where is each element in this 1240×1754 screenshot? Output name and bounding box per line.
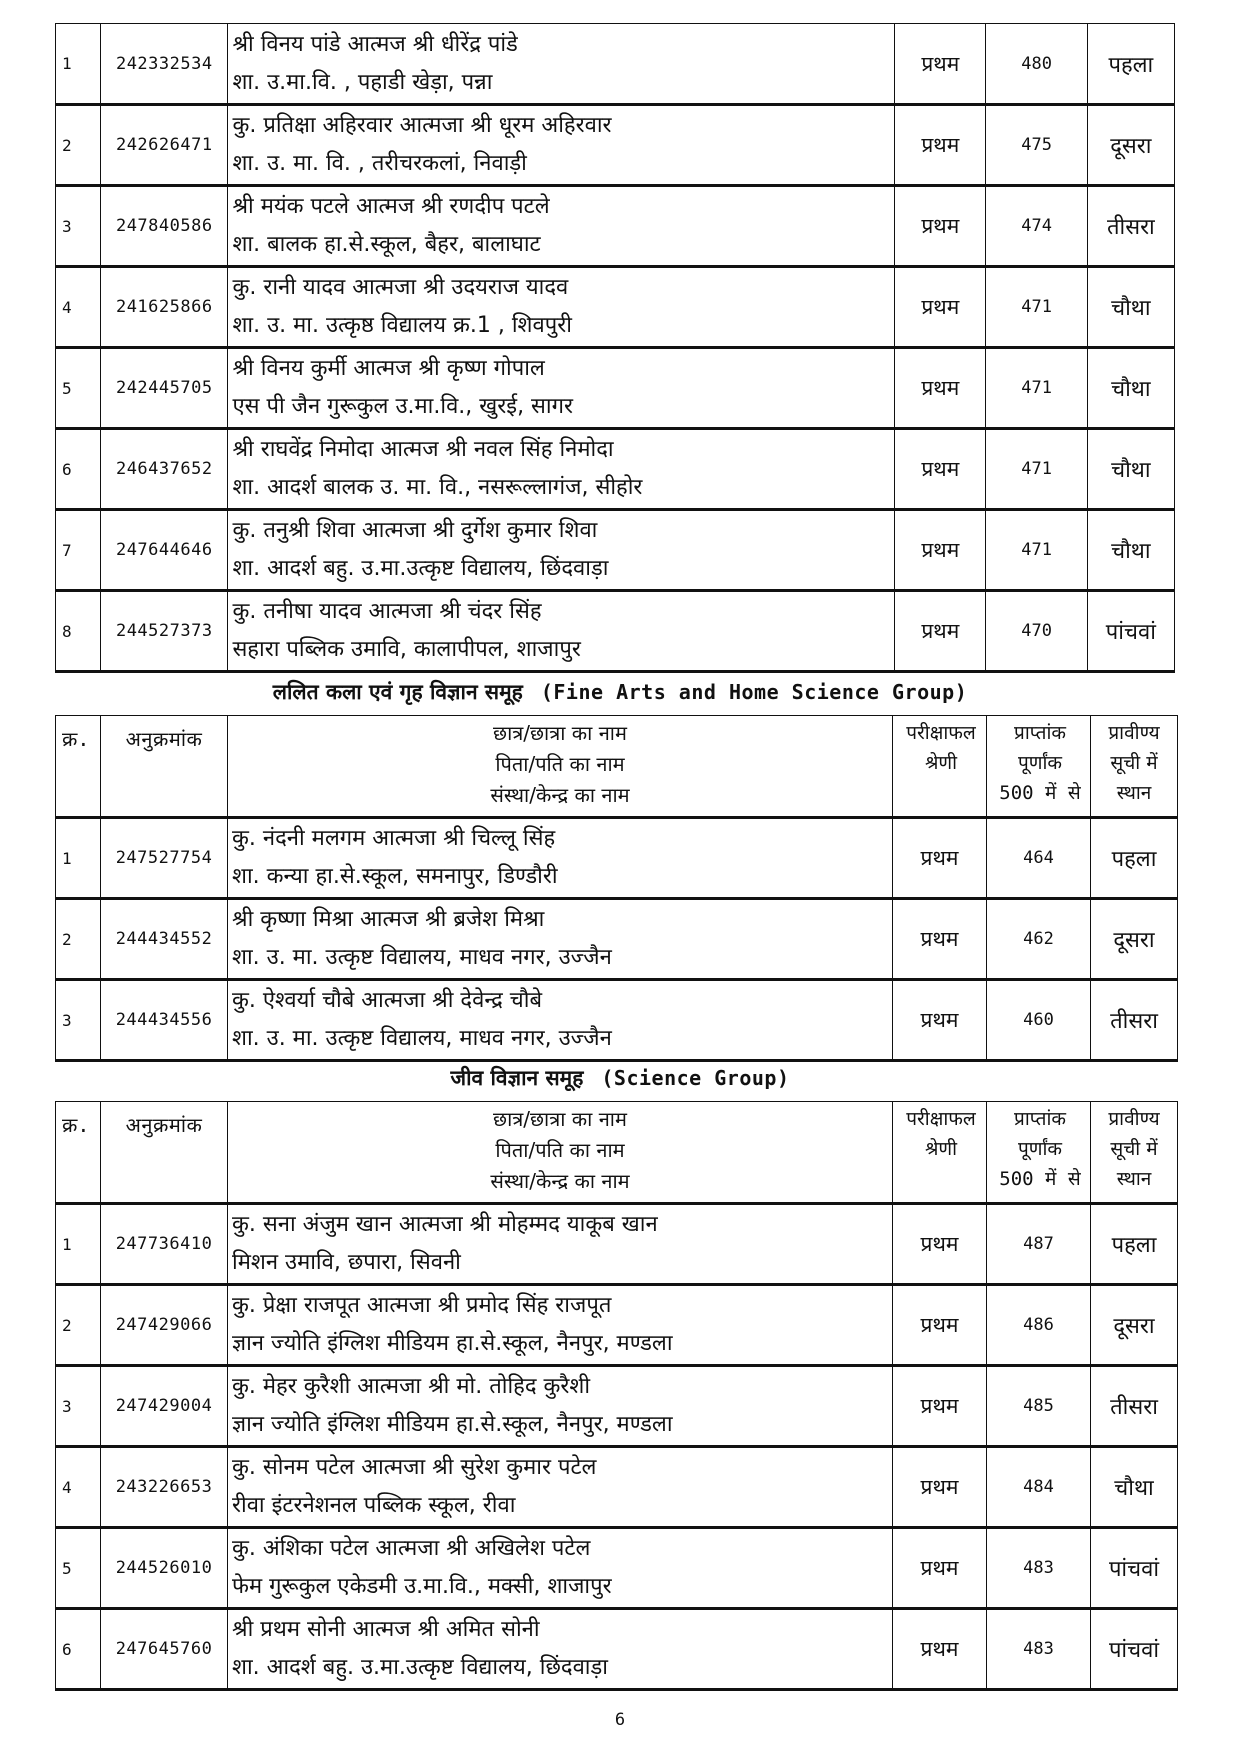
- student-name: कु. मेहर कुरैशी आत्मजा श्री मो. तोहिद कुरैशी: [232, 1374, 591, 1399]
- roll-number: 247645760: [101, 1609, 228, 1690]
- table-row: [56, 1204, 1178, 1285]
- merit-rank: पहला: [1091, 818, 1178, 899]
- student-details: [228, 591, 895, 672]
- header-sr: क्र.: [56, 716, 101, 818]
- student-name: श्री प्रथम सोनी आत्मज श्री अमित सोनी: [232, 1617, 540, 1642]
- merit-rank: दूसरा: [1091, 899, 1178, 980]
- result-division: प्रथम: [895, 591, 986, 672]
- student-name: श्री राघवेंद्र निमोदा आत्मज श्री नवल सिंह निमोदा: [232, 437, 614, 462]
- result-division: प्रथम: [895, 24, 986, 105]
- header-marks-line3: 500 में से: [999, 782, 1081, 804]
- header-division: [893, 1102, 987, 1204]
- student-name: श्री कृष्णा मिश्रा आत्मज श्री ब्रजेश मिश्रा: [232, 907, 545, 932]
- table-row: [56, 105, 1175, 186]
- header-rank-line1: प्रावीण्य: [1108, 722, 1160, 744]
- merit-rank: तीसरा: [1087, 186, 1174, 267]
- school-name: शा. उ.मा.वि. , पहाडी खेड़ा, पन्ना: [232, 69, 493, 95]
- result-division: प्रथम: [895, 267, 986, 348]
- merit-rank: चौथा: [1091, 1447, 1178, 1528]
- serial-number: 6: [56, 429, 101, 510]
- section-title-fine-arts: [0, 678, 1240, 706]
- serial-number: 6: [56, 1609, 101, 1690]
- merit-rank: चौथा: [1087, 348, 1174, 429]
- result-division: प्रथम: [893, 1204, 987, 1285]
- header-marks-line3: 500 में से: [999, 1168, 1081, 1190]
- serial-number: 1: [56, 818, 101, 899]
- merit-rank: दूसरा: [1087, 105, 1174, 186]
- result-division: प्रथम: [895, 348, 986, 429]
- table-row: [56, 1366, 1178, 1447]
- table-row: [56, 429, 1175, 510]
- roll-number: 247736410: [101, 1204, 228, 1285]
- roll-number: 247527754: [101, 818, 228, 899]
- school-name: ज्ञान ज्योति इंग्लिश मीडियम हा.से.स्कूल, नैनपुर, मण्डला: [232, 1331, 673, 1356]
- merit-rank: पांचवां: [1087, 591, 1174, 672]
- result-division: प्रथम: [893, 1447, 987, 1528]
- header-marks-line2: पूर्णांक: [1017, 1138, 1063, 1160]
- result-division: प्रथम: [893, 899, 987, 980]
- header-name-line3: संस्था/केन्द्र का नाम: [490, 1169, 630, 1193]
- result-division: प्रथम: [895, 186, 986, 267]
- header-marks-line1: प्राप्तांक: [1014, 722, 1066, 744]
- roll-number: 247429066: [101, 1285, 228, 1366]
- result-division: प्रथम: [895, 105, 986, 186]
- header-rank-line2: सूची में: [1110, 1138, 1158, 1160]
- student-details: [228, 818, 893, 899]
- header-rank: [1091, 1102, 1178, 1204]
- school-name: शा. आदर्श बहु. उ.मा.उत्कृष्ट विद्यालय, छिंदवाड़ा: [232, 556, 609, 581]
- roll-number: 242445705: [101, 348, 228, 429]
- marks-obtained: 471: [986, 348, 1087, 429]
- roll-number: 246437652: [101, 429, 228, 510]
- student-details: [228, 1285, 893, 1366]
- serial-number: 5: [56, 348, 101, 429]
- header-name-line2: पिता/पति का नाम: [495, 1138, 625, 1162]
- header-name: [228, 716, 893, 818]
- section-title-science: [0, 1064, 1240, 1092]
- school-name: शा. उ. मा. उत्कृष्ठ विद्यालय क्र.1 , शिवपुरी: [232, 313, 572, 338]
- section-title-fine-arts-en: (Fine Arts and Home Science Group): [540, 680, 968, 704]
- serial-number: 2: [56, 1285, 101, 1366]
- student-name: श्री विनय पांडे आत्मज श्री धीरेंद्र पांडे: [232, 31, 518, 57]
- student-details: [228, 24, 895, 105]
- header-marks: [987, 716, 1091, 818]
- table-row: [56, 510, 1175, 591]
- student-details: [228, 510, 895, 591]
- marks-obtained: 474: [986, 186, 1087, 267]
- marks-obtained: 471: [986, 429, 1087, 510]
- marks-obtained: 484: [987, 1447, 1091, 1528]
- roll-number: 244526010: [101, 1528, 228, 1609]
- student-name: कु. नंदनी मलगम आत्मजा श्री चिल्लू सिंह: [232, 826, 556, 851]
- marks-obtained: 483: [987, 1528, 1091, 1609]
- header-roll: अनुक्रमांक: [101, 716, 228, 818]
- table-row: [56, 267, 1175, 348]
- student-name: कु. रानी यादव आत्मजा श्री उदयराज यादव: [232, 275, 569, 300]
- serial-number: 3: [56, 980, 101, 1061]
- result-division: प्रथम: [893, 1366, 987, 1447]
- school-name: शा. उ. मा. वि. , तरीचरकलां, निवाड़ी: [232, 151, 527, 176]
- marks-obtained: 485: [987, 1366, 1091, 1447]
- result-division: प्रथम: [895, 429, 986, 510]
- merit-rank: चौथा: [1087, 267, 1174, 348]
- student-details: [228, 267, 895, 348]
- marks-obtained: 483: [987, 1609, 1091, 1690]
- student-name: कु. ऐश्वर्या चौबे आत्मजा श्री देवेन्द्र चौबे: [232, 988, 543, 1013]
- serial-number: 1: [56, 1204, 101, 1285]
- marks-obtained: 486: [987, 1285, 1091, 1366]
- student-name: कु. तनुश्री शिवा आत्मजा श्री दुर्गेश कुमार शिवा: [232, 518, 598, 543]
- school-name: शा. उ. मा. उत्कृष्ट विद्यालय, माधव नगर, उज्जैन: [232, 1026, 612, 1051]
- merit-rank: पांचवां: [1091, 1528, 1178, 1609]
- merit-rank: पहला: [1087, 24, 1174, 105]
- student-details: [228, 1609, 893, 1690]
- marks-obtained: 480: [986, 24, 1087, 105]
- school-name: शा. आदर्श बालक उ. मा. वि., नसरूल्लागंज, सीहोर: [232, 475, 643, 500]
- marks-obtained: 464: [987, 818, 1091, 899]
- table-row: [56, 980, 1178, 1061]
- roll-number: 247840586: [101, 186, 228, 267]
- merit-rank: तीसरा: [1091, 1366, 1178, 1447]
- serial-number: 3: [56, 186, 101, 267]
- student-name: कु. तनीषा यादव आत्मजा श्री चंदर सिंह: [232, 599, 542, 624]
- serial-number: 2: [56, 105, 101, 186]
- school-name: मिशन उमावि, छपारा, सिवनी: [232, 1250, 461, 1275]
- serial-number: 7: [56, 510, 101, 591]
- header-division-line2: श्रेणी: [924, 1138, 958, 1160]
- merit-rank: पांचवां: [1091, 1609, 1178, 1690]
- section-title-science-hi: जीव विज्ञान समूह: [450, 1066, 584, 1090]
- student-details: [228, 186, 895, 267]
- student-name: कु. प्रेक्षा राजपूत आत्मजा श्री प्रमोद सिंह राजपूत: [232, 1293, 612, 1318]
- header-marks: [987, 1102, 1091, 1204]
- table-row: [56, 899, 1178, 980]
- student-details: [228, 1447, 893, 1528]
- table-row: [56, 1447, 1178, 1528]
- roll-number: 244434552: [101, 899, 228, 980]
- student-details: [228, 348, 895, 429]
- school-name: रीवा इंटरनेशनल पब्लिक स्कूल, रीवा: [232, 1493, 516, 1518]
- student-name: श्री मयंक पटले आत्मज श्री रणदीप पटले: [232, 194, 550, 219]
- serial-number: 2: [56, 899, 101, 980]
- header-sr: क्र.: [56, 1102, 101, 1204]
- section-title-fine-arts-hi: ललित कला एवं गृह विज्ञान समूह: [272, 680, 523, 704]
- header-division: [893, 716, 987, 818]
- marks-obtained: 460: [987, 980, 1091, 1061]
- table-row: [56, 1285, 1178, 1366]
- merit-table-science-body: [56, 1102, 1178, 1690]
- table-row: [56, 186, 1175, 267]
- school-name: फेम गुरूकुल एकेडमी उ.मा.वि., मक्सी, शाजापुर: [232, 1574, 612, 1599]
- header-roll: अनुक्रमांक: [101, 1102, 228, 1204]
- header-rank: [1091, 716, 1178, 818]
- marks-obtained: 471: [986, 510, 1087, 591]
- result-division: प्रथम: [893, 980, 987, 1061]
- merit-rank: दूसरा: [1091, 1285, 1178, 1366]
- serial-number: 4: [56, 1447, 101, 1528]
- result-division: प्रथम: [895, 510, 986, 591]
- student-name: कु. सोनम पटेल आत्मजा श्री सुरेश कुमार पटेल: [232, 1455, 597, 1480]
- school-name: शा. कन्या हा.से.स्कूल, समनापुर, डिण्डौरी: [232, 864, 558, 889]
- roll-number: 242626471: [101, 105, 228, 186]
- result-division: प्रथम: [893, 818, 987, 899]
- table-header-row: [56, 716, 1178, 818]
- serial-number: 1: [56, 24, 101, 105]
- school-name: शा. उ. मा. उत्कृष्ट विद्यालय, माधव नगर, उज्जैन: [232, 945, 612, 970]
- header-rank-line1: प्रावीण्य: [1108, 1108, 1160, 1130]
- student-details: [228, 1528, 893, 1609]
- result-division: प्रथम: [893, 1528, 987, 1609]
- roll-number: 242332534: [101, 24, 228, 105]
- page-number: 6: [614, 1710, 626, 1730]
- table-row: [56, 1528, 1178, 1609]
- student-name: कु. सना अंजुम खान आत्मजा श्री मोहम्मद याकूब खान: [232, 1212, 658, 1237]
- table-header-row: [56, 1102, 1178, 1204]
- student-name: श्री विनय कुर्मी आत्मज श्री कृष्ण गोपाल: [232, 356, 545, 381]
- table-row: [56, 24, 1175, 105]
- result-division: प्रथम: [893, 1285, 987, 1366]
- serial-number: 4: [56, 267, 101, 348]
- school-name: एस पी जैन गुरूकुल उ.मा.वि., खुरई, सागर: [232, 394, 574, 419]
- student-details: [228, 429, 895, 510]
- roll-number: 244434556: [101, 980, 228, 1061]
- student-details: [228, 980, 893, 1061]
- serial-number: 5: [56, 1528, 101, 1609]
- student-details: [228, 1366, 893, 1447]
- table-row: [56, 818, 1178, 899]
- roll-number: 243226653: [101, 1447, 228, 1528]
- result-division: प्रथम: [893, 1609, 987, 1690]
- header-name: [228, 1102, 893, 1204]
- merit-table-top: [55, 23, 1175, 673]
- marks-obtained: 462: [987, 899, 1091, 980]
- marks-obtained: 471: [986, 267, 1087, 348]
- marks-obtained: 470: [986, 591, 1087, 672]
- merit-rank: तीसरा: [1091, 980, 1178, 1061]
- serial-number: 8: [56, 591, 101, 672]
- merit-rank: चौथा: [1087, 510, 1174, 591]
- roll-number: 247429004: [101, 1366, 228, 1447]
- merit-rank: चौथा: [1087, 429, 1174, 510]
- student-details: [228, 1204, 893, 1285]
- section-title-science-en: (Science Group): [601, 1066, 790, 1090]
- merit-table-science: [55, 1101, 1178, 1691]
- school-name: सहारा पब्लिक उमावि, कालापीपल, शाजापुर: [232, 637, 581, 662]
- merit-rank: पहला: [1091, 1204, 1178, 1285]
- merit-table-fine-arts: [55, 715, 1178, 1062]
- school-name: शा. बालक हा.से.स्कूल, बैहर, बालाघाट: [232, 232, 541, 257]
- header-name-line2: पिता/पति का नाम: [495, 752, 625, 776]
- table-row: [56, 591, 1175, 672]
- header-marks-line1: प्राप्तांक: [1014, 1108, 1066, 1130]
- marks-obtained: 487: [987, 1204, 1091, 1285]
- table-row: [56, 1609, 1178, 1690]
- header-rank-line3: स्थान: [1116, 1168, 1152, 1190]
- roll-number: 244527373: [101, 591, 228, 672]
- header-rank-line2: सूची में: [1110, 752, 1158, 774]
- merit-table-fine-arts-body: [56, 716, 1178, 1061]
- roll-number: 247644646: [101, 510, 228, 591]
- roll-number: 241625866: [101, 267, 228, 348]
- header-division-line1: परीक्षाफल: [906, 722, 976, 744]
- serial-number: 3: [56, 1366, 101, 1447]
- header-name-line1: छात्र/छात्रा का नाम: [493, 721, 627, 745]
- header-division-line2: श्रेणी: [924, 752, 958, 774]
- header-marks-line2: पूर्णांक: [1017, 752, 1063, 774]
- marks-obtained: 475: [986, 105, 1087, 186]
- student-details: [228, 899, 893, 980]
- school-name: ज्ञान ज्योति इंग्लिश मीडियम हा.से.स्कूल, नैनपुर, मण्डला: [232, 1412, 673, 1437]
- header-name-line1: छात्र/छात्रा का नाम: [493, 1107, 627, 1131]
- table-row: [56, 348, 1175, 429]
- header-name-line3: संस्था/केन्द्र का नाम: [490, 783, 630, 807]
- header-division-line1: परीक्षाफल: [906, 1108, 976, 1130]
- header-rank-line3: स्थान: [1116, 782, 1152, 804]
- student-name: कु. अंशिका पटेल आत्मजा श्री अखिलेश पटेल: [232, 1536, 591, 1561]
- student-name: कु. प्रतिक्षा अहिरवार आत्मजा श्री धूरम अहिरवार: [232, 113, 612, 138]
- school-name: शा. आदर्श बहु. उ.मा.उत्कृष्ट विद्यालय, छिंदवाड़ा: [232, 1655, 608, 1680]
- student-details: [228, 105, 895, 186]
- merit-table-top-body: [56, 24, 1175, 672]
